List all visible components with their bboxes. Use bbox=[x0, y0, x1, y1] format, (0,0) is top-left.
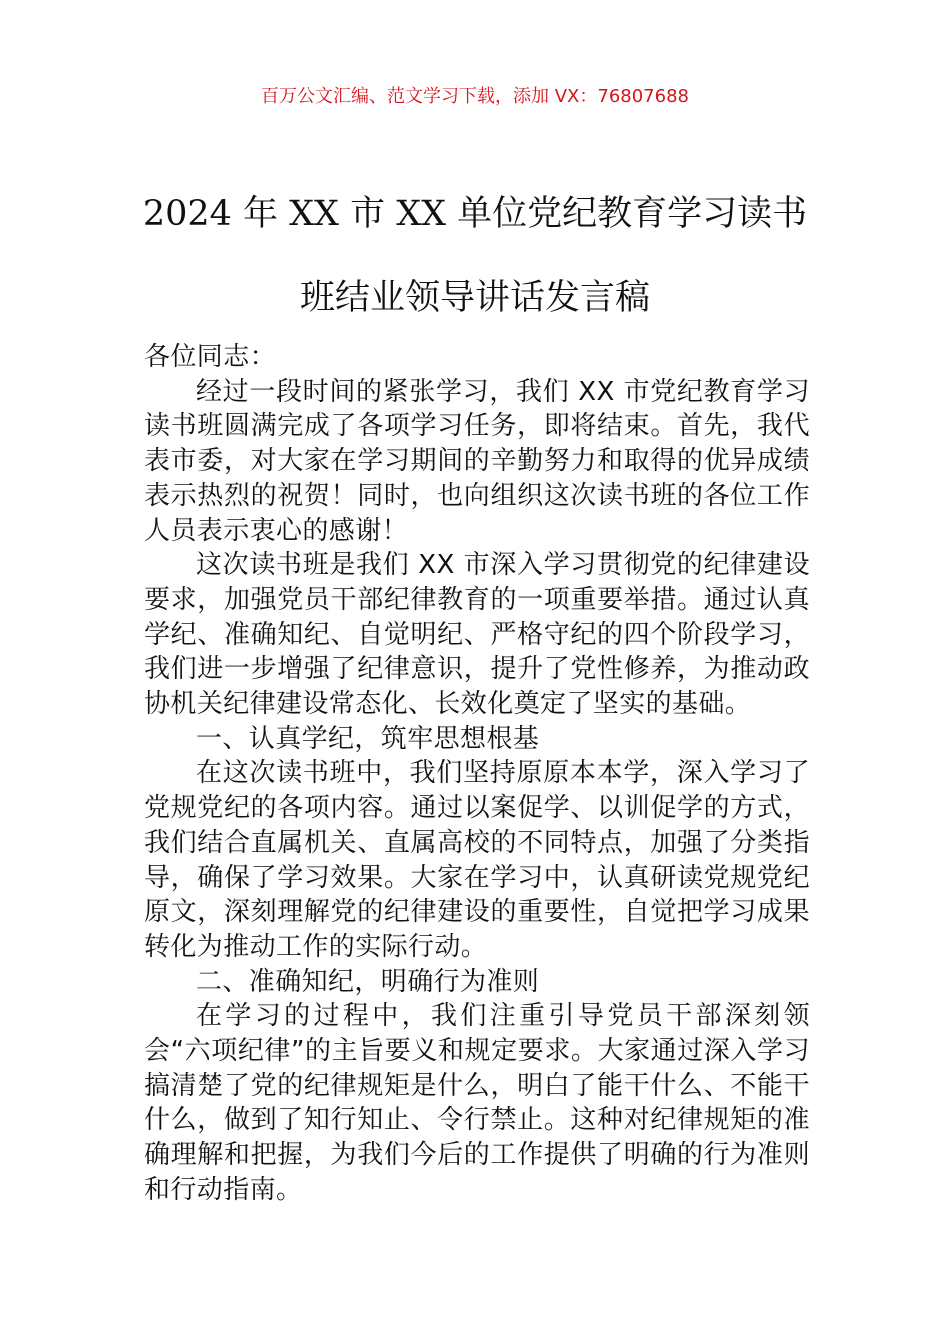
section-heading-1: 一、认真学纪，筑牢思想根基 bbox=[196, 723, 540, 754]
title-line-2: 班结业领导讲话发言稿 bbox=[299, 278, 650, 318]
header-note: 百万公文汇编、范文学习下载，添加 VX：76807688 bbox=[261, 86, 689, 107]
paragraph-overview: 这次读书班是我们 XX 市深入学习贯彻党的纪律建设要求，加强党员干部纪律教育的一项重要举措。通过认真学纪、准确知纪、自觉明纪、严格守纪的四个阶段学习，我们进一步增强了纪律意识，提升了党性修养，为推动政协机关纪律建设常态化、长效化奠定了坚实的基础。 bbox=[144, 550, 810, 720]
salutation: 各位同志： bbox=[144, 342, 277, 372]
paragraph-section-1: 在这次读书班中，我们坚持原原本本学，深入学习了党规党纪的各项内容。通过以案促学、以训促学的方式，我们结合直属机关、直属高校的不同特点，加强了分类指导，确保了学习效果。大家在学习中，认真研读党规党纪原文，深刻理解党的纪律建设的重要性，自觉把学习成果转化为推动工作的实际行动。 bbox=[144, 758, 810, 962]
document-title bbox=[120, 172, 830, 340]
paragraph-section-2: 在学习的过程中，我们注重引导党员干部深刻领会“六项纪律”的主旨要义和规定要求。大家通过深入学习搞清楚了党的纪律规矩是什么，明白了能干什么、不能干什么，做到了知行知止、令行禁止。这种对纪律规矩的准确理解和把握，为我们今后的工作提供了明确的行为准则和行动指南。 bbox=[144, 1001, 810, 1205]
section-heading-2: 二、准确知纪，明确行为准则 bbox=[196, 966, 540, 997]
paragraph-opening: 经过一段时间的紧张学习，我们 XX 市党纪教育学习读书班圆满完成了各项学习任务，即将结束。首先，我代表市委，对大家在学习期间的辛勤努力和取得的优异成绩表示热烈的祝贺！同时，也向组织这次读书班的各位工作人员表示衷心的感谢！ bbox=[144, 376, 810, 546]
document-body bbox=[144, 340, 810, 1208]
title-line-1: 2024 年 XX 市 XX 单位党纪教育学习读书 bbox=[142, 194, 808, 234]
